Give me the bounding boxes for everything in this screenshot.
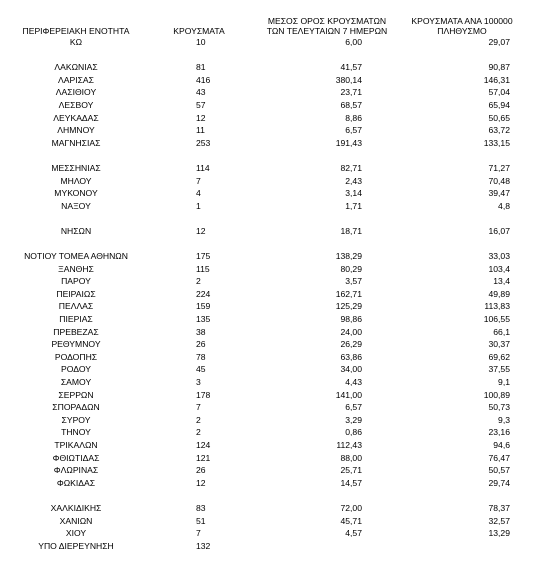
table-spacer-row — [0, 149, 538, 162]
cases-cell: 81 — [196, 62, 206, 73]
per100k-cell: 66,1 — [493, 326, 510, 337]
table-row — [0, 426, 538, 439]
cases-cell: 57 — [196, 99, 206, 110]
per100k-cell: 69,62 — [488, 351, 510, 362]
average-cell: 141,00 — [335, 389, 362, 400]
cases-cell: 115 — [196, 263, 210, 274]
average-cell: 4,43 — [345, 377, 362, 388]
per100k-cell: 94,6 — [493, 440, 510, 450]
table-row — [0, 288, 538, 301]
per100k-cell: 33,03 — [488, 251, 510, 262]
header-region — [0, 0, 152, 36]
table-row — [0, 86, 538, 99]
cases-cell: 12 — [196, 477, 206, 488]
average-cell: 68,57 — [340, 99, 362, 110]
header-per100k-line2: ΠΛΗΘΥΣΜΟ — [437, 26, 487, 36]
region-cell: ΝΑΞΟΥ — [61, 200, 91, 211]
per100k-cell: 50,57 — [488, 465, 510, 476]
region-cell: ΜΑΓΝΗΣΙΑΣ — [51, 137, 101, 148]
table-row — [0, 162, 538, 175]
region-cell: ΧΑΝΙΩΝ — [59, 515, 93, 526]
table-row — [0, 376, 538, 389]
average-cell: 191,43 — [335, 137, 362, 148]
average-cell: 3,29 — [345, 414, 362, 425]
cases-cell: 45 — [196, 364, 206, 375]
table-row — [0, 389, 538, 402]
per100k-cell: 78,37 — [488, 502, 510, 513]
region-cell: ΝΗΣΩΝ — [60, 225, 92, 236]
average-cell: 4,57 — [345, 528, 362, 539]
region-cell: ΚΩ — [69, 37, 83, 47]
table-row — [0, 313, 538, 326]
region-cell: ΜΗΛΟΥ — [60, 175, 92, 186]
average-cell: 0,86 — [345, 427, 362, 438]
average-cell: 6,57 — [345, 125, 362, 136]
cases-cell: 3 — [196, 377, 201, 388]
table-spacer-row — [0, 49, 538, 62]
region-cell: ΠΡΕΒΕΖΑΣ — [53, 326, 99, 337]
table-row — [0, 338, 538, 351]
per100k-cell: 29,74 — [488, 477, 510, 488]
per100k-cell: 4,8 — [498, 200, 510, 211]
cases-cell: 26 — [196, 465, 206, 476]
average-cell: 112,43 — [336, 440, 362, 450]
average-cell: 82,71 — [340, 162, 362, 173]
per100k-cell: 106,55 — [483, 314, 510, 325]
region-cell: ΦΩΚΙΔΑΣ — [56, 477, 96, 488]
region-cell: ΝΟΤΙΟΥ ΤΟΜΕΑ ΑΘΗΝΩΝ — [24, 251, 128, 262]
region-cell: ΜΥΚΟΝΟΥ — [54, 188, 98, 199]
cases-cell: 135 — [196, 314, 211, 325]
cases-cell: 4 — [196, 188, 201, 199]
per100k-cell: 113,83 — [484, 301, 510, 312]
table-row — [0, 351, 538, 364]
region-cell: ΠΑΡΟΥ — [61, 276, 91, 287]
average-cell: 63,86 — [340, 351, 362, 362]
average-cell: 72,00 — [340, 502, 362, 513]
region-cell: ΣΑΜΟΥ — [60, 377, 92, 388]
cases-cell: 83 — [196, 502, 206, 513]
region-cell: ΣΥΡΟΥ — [61, 414, 91, 425]
region-cell: ΧΙΟΥ — [65, 528, 87, 539]
cases-cell: 159 — [196, 301, 211, 312]
table-row — [0, 326, 538, 339]
cases-cell: 2 — [196, 414, 201, 425]
table-row — [0, 363, 538, 376]
per100k-cell: 63,72 — [488, 125, 510, 136]
per100k-cell: 50,73 — [488, 402, 510, 413]
table-row — [0, 36, 538, 49]
region-cell: ΣΠΟΡΑΔΩΝ — [52, 402, 100, 413]
per100k-cell: 13,29 — [488, 528, 510, 539]
average-cell: 41,57 — [340, 62, 362, 73]
header-avg-line1: ΜΕΣΟΣ ΟΡΟΣ ΚΡΟΥΣΜΑΤΩΝ — [267, 16, 387, 26]
per100k-cell: 70,48 — [488, 175, 510, 186]
per100k-cell: 49,89 — [488, 288, 510, 299]
cases-cell: 26 — [196, 339, 206, 350]
region-cell: ΛΕΥΚΑΔΑΣ — [53, 112, 99, 123]
table-row — [0, 452, 538, 465]
table-row — [0, 137, 538, 150]
average-cell: 3,57 — [345, 276, 362, 287]
average-cell: 2,43 — [345, 175, 362, 186]
region-cell: ΛΑΣΙΘΙΟΥ — [55, 87, 97, 98]
region-cell: ΜΕΣΣΗΝΙΑΣ — [51, 162, 101, 173]
average-cell: 23,71 — [340, 87, 362, 98]
per100k-cell: 16,07 — [488, 225, 510, 236]
table-row — [0, 61, 538, 74]
table-row — [0, 275, 538, 288]
average-cell: 24,00 — [340, 326, 362, 337]
per100k-cell: 65,94 — [488, 99, 510, 110]
cases-cell: 121 — [196, 452, 211, 463]
per100k-cell: 103,4 — [488, 263, 510, 274]
per100k-cell: 133,15 — [483, 137, 510, 148]
average-cell: 8,86 — [345, 112, 362, 123]
table-row — [0, 99, 538, 112]
table-row — [0, 200, 538, 213]
header-seven-day-average — [263, 0, 391, 36]
table-row — [0, 464, 538, 477]
region-cell: ΛΑΡΙΣΑΣ — [58, 74, 94, 85]
table-row — [0, 477, 538, 490]
table-row — [0, 414, 538, 427]
region-cell: ΡΟΔΟΥ — [61, 364, 91, 375]
average-cell: 380,14 — [335, 74, 362, 85]
table-row — [0, 439, 538, 452]
header-avg-line2: ΤΩΝ ΤΕΛΕΥΤΑΙΩΝ 7 ΗΜΕΡΩΝ — [266, 26, 388, 36]
table-row — [0, 74, 538, 87]
average-cell: 162,71 — [335, 288, 362, 299]
average-cell: 3,14 — [345, 188, 362, 199]
region-cell: ΛΑΚΩΝΙΑΣ — [54, 62, 98, 73]
per100k-cell: 76,47 — [488, 452, 510, 463]
per100k-cell: 146,31 — [483, 74, 510, 85]
region-cell: ΞΑΝΘΗΣ — [58, 263, 94, 274]
header-cases-label: ΚΡΟΥΣΜΑΤΑ — [173, 26, 225, 36]
average-cell: 6,57 — [345, 402, 362, 413]
average-cell: 138,29 — [335, 251, 362, 262]
table-row — [0, 124, 538, 137]
table-row — [0, 502, 538, 515]
per100k-cell: 32,57 — [488, 515, 510, 526]
region-cell: ΡΟΔΟΠΗΣ — [54, 351, 98, 362]
region-cell: ΛΕΣΒΟΥ — [58, 99, 94, 110]
table-row — [0, 175, 538, 188]
table-spacer-row — [0, 238, 538, 251]
average-cell: 98,86 — [340, 314, 362, 325]
per100k-cell: 71,27 — [488, 162, 510, 173]
region-cell: ΠΕΙΡΑΙΩΣ — [56, 288, 96, 299]
cases-cell: 2 — [196, 276, 201, 287]
per100k-cell: 13,4 — [493, 276, 510, 287]
cases-cell: 78 — [196, 351, 206, 362]
region-cell: ΧΑΛΚΙΔΙΚΗΣ — [50, 502, 102, 513]
average-cell: 88,00 — [340, 452, 362, 463]
average-cell: 1,71 — [345, 200, 362, 211]
table-row — [0, 515, 538, 528]
cases-cell: 7 — [196, 175, 201, 186]
region-cell: ΤΗΝΟΥ — [61, 427, 91, 438]
cases-cell: 224 — [196, 288, 211, 299]
cases-cell: 38 — [196, 326, 206, 337]
region-cell: ΦΘΙΩΤΙΔΑΣ — [52, 452, 100, 463]
per100k-cell: 90,87 — [488, 62, 510, 73]
average-cell: 14,57 — [340, 477, 362, 488]
average-cell: 25,71 — [340, 465, 362, 476]
cases-cell: 12 — [196, 225, 206, 236]
table-row — [0, 401, 538, 414]
average-cell: 125,29 — [335, 301, 362, 312]
average-cell: 26,29 — [340, 339, 362, 350]
table-row — [0, 187, 538, 200]
cases-cell: 43 — [196, 87, 206, 98]
cases-cell: 7 — [196, 402, 201, 413]
header-per100k-line1: ΚΡΟΥΣΜΑΤΑ ΑΝΑ 100000 — [411, 16, 513, 26]
table-row — [0, 540, 538, 553]
region-cell: ΤΡΙΚΑΛΩΝ — [54, 440, 98, 450]
average-cell: 6,00 — [345, 37, 362, 47]
per100k-cell: 57,04 — [488, 87, 510, 98]
per100k-cell: 100,89 — [483, 389, 510, 400]
table-row — [0, 112, 538, 125]
table-row — [0, 250, 538, 263]
cases-cell: 132 — [196, 540, 211, 551]
per100k-cell: 9,1 — [498, 377, 510, 388]
cases-cell: 51 — [196, 515, 206, 526]
cases-cell: 178 — [196, 389, 211, 400]
region-cell: ΣΕΡΡΩΝ — [58, 389, 94, 400]
per100k-cell: 39,47 — [488, 188, 510, 199]
cases-cell: 253 — [196, 137, 211, 148]
per100k-cell: 23,16 — [488, 427, 510, 438]
per100k-cell: 29,07 — [488, 37, 510, 47]
per100k-cell: 50,65 — [488, 112, 510, 123]
header-cases — [166, 0, 232, 36]
region-cell: ΠΙΕΡΙΑΣ — [59, 314, 93, 325]
average-cell: 34,00 — [340, 364, 362, 375]
per100k-cell: 30,37 — [488, 339, 510, 350]
cases-cell: 2 — [196, 427, 201, 438]
cases-cell: 7 — [196, 528, 201, 539]
per100k-cell: 37,55 — [488, 364, 510, 375]
cases-cell: 114 — [196, 162, 210, 173]
header-region-label: ΠΕΡΙΦΕΡΕΙΑΚΗ ΕΝΟΤΗΤΑ — [22, 26, 130, 36]
per100k-cell: 9,3 — [498, 414, 510, 425]
table-row — [0, 263, 538, 276]
header-cases-per-100k — [398, 0, 526, 36]
average-cell: 80,29 — [340, 263, 362, 274]
table-spacer-row — [0, 212, 538, 225]
table-spacer-row — [0, 489, 538, 502]
average-cell: 18,71 — [340, 225, 362, 236]
region-cell: ΛΗΜΝΟΥ — [57, 125, 95, 136]
average-cell: 45,71 — [340, 515, 362, 526]
table-row — [0, 527, 538, 540]
cases-cell: 11 — [196, 125, 205, 136]
cases-cell: 124 — [196, 440, 211, 450]
cases-cell: 1 — [196, 200, 201, 211]
table-row — [0, 225, 538, 238]
table-body — [0, 36, 538, 552]
cases-cell: 416 — [196, 74, 211, 85]
region-cell: ΦΛΩΡΙΝΑΣ — [53, 465, 99, 476]
cases-cell: 10 — [196, 37, 206, 47]
region-cell: ΥΠΟ ΔΙΕΡΕΥΝΗΣΗ — [38, 540, 114, 551]
region-cell: ΠΕΛΛΑΣ — [58, 301, 94, 312]
cases-cell: 175 — [196, 251, 211, 262]
region-cell: ΡΕΘΥΜΝΟΥ — [51, 339, 101, 350]
table-row — [0, 300, 538, 313]
cases-cell: 12 — [196, 112, 206, 123]
